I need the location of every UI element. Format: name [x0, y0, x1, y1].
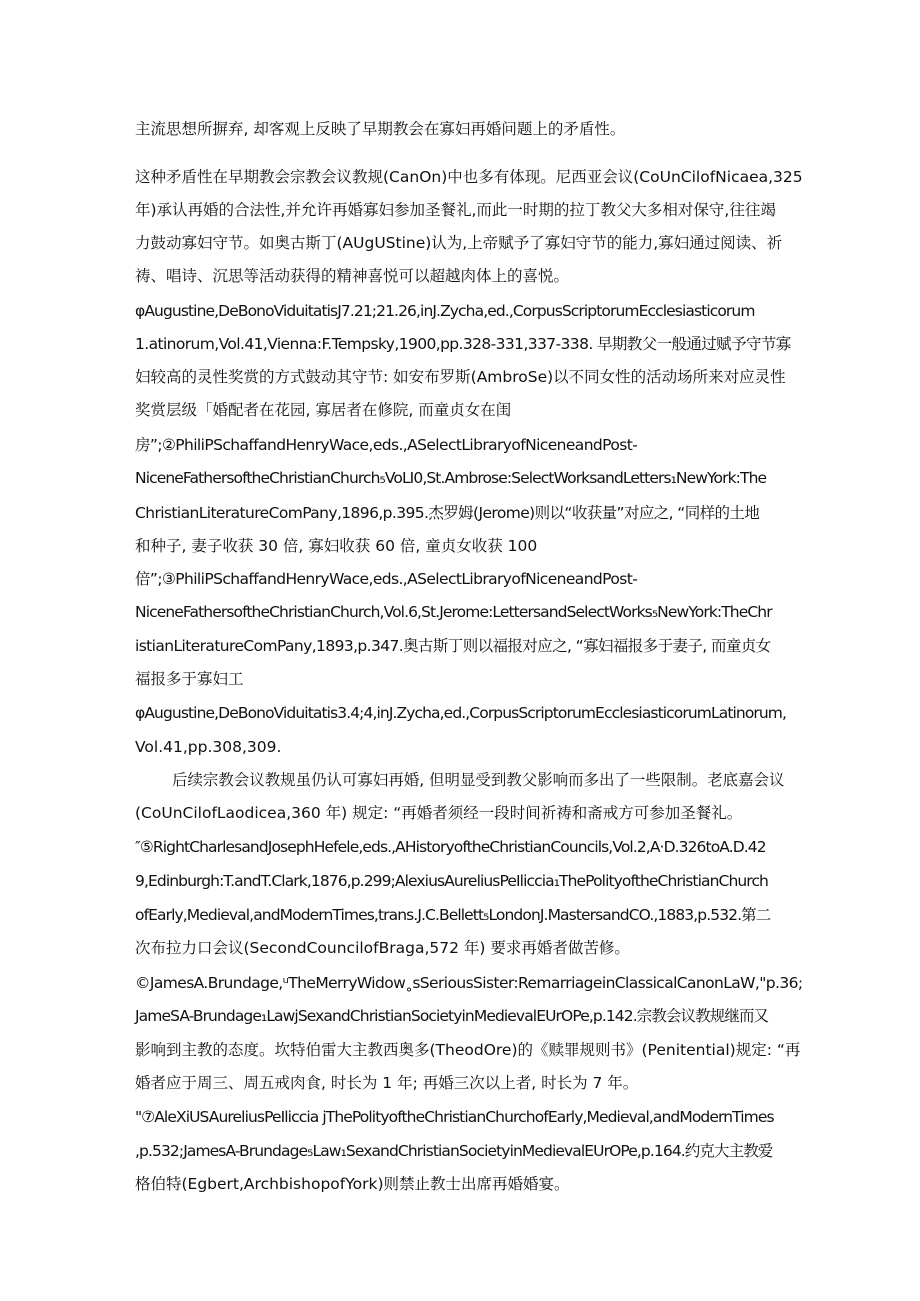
citation-line: 1.atinorum,Vol.41,Vienna:F.Tempsky,1900,pp.328-331,337-338. 早期教父一般通过赋予守节寡	[135, 335, 791, 353]
citation-line: φAugustine,DeBonoViduitatisJ7.21;21.26,inJ.Zycha,ed.,CorpusScriptorumEcclesiasticorum	[135, 302, 755, 320]
citation-line: 倍”;③PhiliPSchaffandHenryWace,eds.,ASelectLibraryofNiceneandPost-	[135, 570, 638, 588]
citation-line: ″⑤RightCharlesandJosephHefele,eds.,AHistoryoftheChristianCouncils,Vol.2,A·D.326toA.D.42	[135, 838, 766, 856]
citation-line: NiceneFathersoftheChristianChurch₅VoLI0,St.Ambrose:SelectWorksandLetters₁NewYork:The	[135, 469, 767, 487]
text-line: 婚者应于周三、周五戒肉食, 时长为 1 年; 再婚三次以上者, 时长为 7 年。	[135, 1074, 639, 1092]
citation-line: JameSA-Brundage₁LawjSexandChristianSocietyinMedievalEUrOPe,p.142.宗教会议教规继而又	[135, 1007, 769, 1025]
citation-line: 房”;②PhiliPSchaffandHenryWace,eds.,ASelectLibraryofNiceneandPost-	[135, 436, 638, 454]
text-line: 年)承认再婚的合法性,并允许再婚寡妇参加圣餐礼,而此一时期的拉丁教父大多相对保守,往往竭	[135, 201, 776, 219]
text-line: 祷、唱诗、沉思等活动获得的精神喜悦可以超越肉体上的喜悦。	[135, 267, 570, 285]
citation-line: NiceneFathersoftheChristianChurch,Vol.6,St.Jerome:LettersandSelectWorks₅NewYork:TheChr	[135, 603, 772, 621]
citation-line: istianLiteratureComPany,1893,p.347.奥古斯丁则以福报对应之, “寡妇福报多于妻子, 而童贞女	[135, 637, 771, 655]
citation-line: "⑦AleXiUSAureliusPeIliccia jThePolityoftheChristianChurchofEarly,Medieval,andModernTimes	[135, 1108, 774, 1126]
text-line: 影响到主教的态度。坎特伯雷大主教西奥多(TheodOre)的《赎罪规则书》(Penitential)规定: “再	[135, 1041, 801, 1059]
citation-line: ,p.532;JamesA-Brundage₅Law₁SexandChristianSocietyinMedievalEUrOPe,p.164.约克大主教爱	[135, 1142, 773, 1160]
text-line: 奖赏层级「婚配者在花园, 寡居者在修院, 而童贞女在闺	[135, 401, 512, 419]
citation-line: ©JamesA.Brundage,ᵘTheMerryWidow˳sSeriousSister:RemarriageinClassicalCanonLaW,"p.36;	[135, 974, 803, 992]
citation-line: 9,Edinburgh:T.andT.Clark,1876,p.299;AlexiusAureliusPeIliccia₁ThePolityoftheChristianChurch	[135, 872, 768, 890]
text-line: 和种子, 妻子收获 30 倍, 寡妇收获 60 倍, 童贞女收获 100	[135, 537, 538, 555]
citation-line: Vol.41,pp.308,309.	[135, 738, 282, 756]
text-line: 福报多于寡妇工	[135, 670, 244, 688]
text-line: 主流思想所摒弃, 却客观上反映了早期教会在寡妇再婚问题上的矛盾性。	[135, 120, 626, 138]
text-line: (CoUnCilofLaodicea,360 年) 规定: “再婚者须经一段时间祈祷和斋戒方可参加圣餐礼。	[135, 804, 743, 822]
citation-line: ChristianLiteratureComPany,1896,p.395.杰罗姆(Jerome)则以“收获量”对应之, “同样的土地	[135, 504, 760, 522]
text-line: 这种矛盾性在早期教会宗教会议教规(CanOn)中也多有体现。尼西亚会议(CoUnCilofNicaea,325	[135, 168, 803, 186]
text-line: 次布拉力口会议(SecondCouncilofBraga,572 年) 要求再婚者做苦修。	[135, 939, 630, 957]
paragraph-start-line: 后续宗教会议教规虽仍认可寡妇再婚, 但明显受到教父影响而多出了一些限制。老底嘉会议	[172, 771, 785, 789]
text-line: 力鼓动寡妇守节。如奥古斯丁(AUgUStine)认为,上帝赋予了寡妇守节的能力,寡妇通过阅读、祈	[135, 234, 783, 252]
citation-line: φAugustine,DeBonoViduitatis3.4;4,inJ.Zycha,ed.,CorpusScriptorumEcclesiasticorumLatinorum,	[135, 704, 787, 722]
text-line: 妇较高的灵性奖赏的方式鼓动其守节: 如安布罗斯(AmbroSe)以不同女性的活动场所来对应灵性	[135, 368, 786, 386]
text-line: 格伯特(Egbert,ArchbishopofYork)则禁止教士出席再婚婚宴。	[135, 1175, 570, 1193]
citation-line: ofEarly,Medieval,andModernTimes,trans.J.C.Bellett₅LondonJ.MastersandCO.,1883,p.532.第二	[135, 906, 771, 924]
